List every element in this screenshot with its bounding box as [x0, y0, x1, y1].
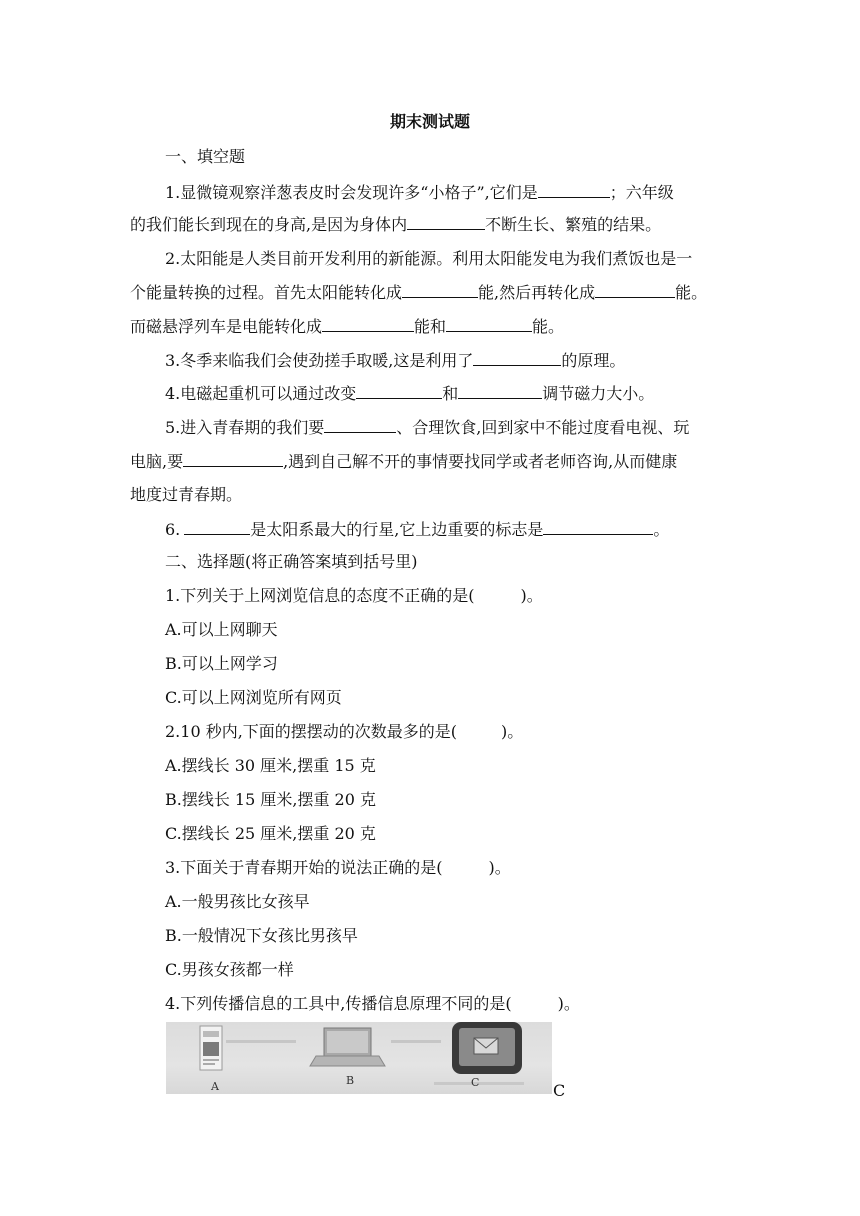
- answer-blank[interactable]: [458, 381, 542, 399]
- choice-q4-stem: 4.下列传播信息的工具中,传播信息原理不同的是( )。: [165, 994, 580, 1013]
- laptop-icon: [310, 1028, 385, 1066]
- answer-blank[interactable]: [184, 517, 250, 535]
- section-2-heading: 二、选择题(将正确答案填到括号里): [165, 552, 418, 571]
- fill-q2-line3: 而磁悬浮列车是电能转化成 能和 能。: [130, 314, 564, 339]
- choice-q2-option-a: A.摆线长 30 厘米,摆重 15 克: [165, 756, 376, 775]
- fill-q4: 4.电磁起重机可以通过改变 和 调节磁力大小。: [165, 381, 654, 406]
- choice-q3-stem: 3.下面关于青春期开始的说法正确的是( )。: [165, 858, 511, 877]
- answer-blank[interactable]: [473, 348, 561, 366]
- answer-blank[interactable]: [402, 280, 478, 298]
- choice-q1-option-b: B.可以上网学习: [165, 654, 278, 673]
- choice-q2-option-c: C.摆线长 25 厘米,摆重 20 克: [165, 824, 376, 843]
- fill-q5-line2: 电脑,要 ,遇到自己解不开的事情要找同学或者老师咨询,从而健康: [130, 449, 677, 474]
- choice-q2-option-b: B.摆线长 15 厘米,摆重 20 克: [165, 790, 376, 809]
- choice-q4-answer: C: [553, 1081, 566, 1100]
- fill-q2-line1: 2.太阳能是人类目前开发利用的新能源。利用太阳能发电为我们煮饭也是一: [165, 249, 693, 268]
- devices-illustration: [166, 1022, 552, 1094]
- fill-q1-line1: 1.显微镜观察洋葱表皮时会发现许多“小格子”,它们是 ；六年级: [165, 180, 674, 205]
- answer-blank[interactable]: [407, 212, 485, 230]
- page-title: 期末测试题: [389, 112, 470, 131]
- choice-q1-option-c: C.可以上网浏览所有网页: [165, 688, 342, 707]
- fill-q6: 6. 是太阳系最大的行星,它上边重要的标志是 。: [165, 517, 669, 542]
- answer-blank[interactable]: [543, 517, 653, 535]
- smartphone-icon: [452, 1022, 522, 1074]
- answer-blank[interactable]: [183, 449, 283, 467]
- figure-label-c: C: [471, 1076, 480, 1089]
- answer-blank[interactable]: [446, 314, 532, 332]
- figure-label-a: A: [211, 1080, 219, 1093]
- choice-q3-option-c: C.男孩女孩都一样: [165, 960, 294, 979]
- fill-q1-line2: 的我们能长到现在的身高,是因为身体内 不断生长、繁殖的结果。: [130, 212, 661, 237]
- devices-figure: [166, 1022, 552, 1094]
- choice-q1-option-a: A.可以上网聊天: [165, 620, 278, 639]
- answer-blank[interactable]: [322, 314, 414, 332]
- choice-q3-option-b: B.一般情况下女孩比男孩早: [165, 926, 358, 945]
- answer-blank[interactable]: [595, 280, 675, 298]
- answer-blank[interactable]: [324, 415, 396, 433]
- section-1-heading: 一、填空题: [165, 147, 246, 166]
- fill-q3: 3.冬季来临我们会使劲搓手取暖,这是利用了 的原理。: [165, 348, 625, 373]
- choice-q3-option-a: A.一般男孩比女孩早: [165, 892, 310, 911]
- fill-q5-line3: 地度过青春期。: [130, 485, 243, 504]
- fill-q2-line2: 个能量转换的过程。首先太阳能转化成 能,然后再转化成 能。: [130, 280, 707, 305]
- fill-q5-line1: 5.进入青春期的我们要 、合理饮食,回到家中不能过度看电视、玩: [165, 415, 689, 440]
- answer-blank[interactable]: [538, 180, 610, 198]
- figure-label-b: B: [346, 1074, 355, 1087]
- newspaper-icon: [200, 1026, 222, 1070]
- choice-q1-stem: 1.下列关于上网浏览信息的态度不正确的是( )。: [165, 586, 543, 605]
- answer-blank[interactable]: [356, 381, 442, 399]
- choice-q2-stem: 2.10 秒内,下面的摆摆动的次数最多的是( )。: [165, 722, 524, 741]
